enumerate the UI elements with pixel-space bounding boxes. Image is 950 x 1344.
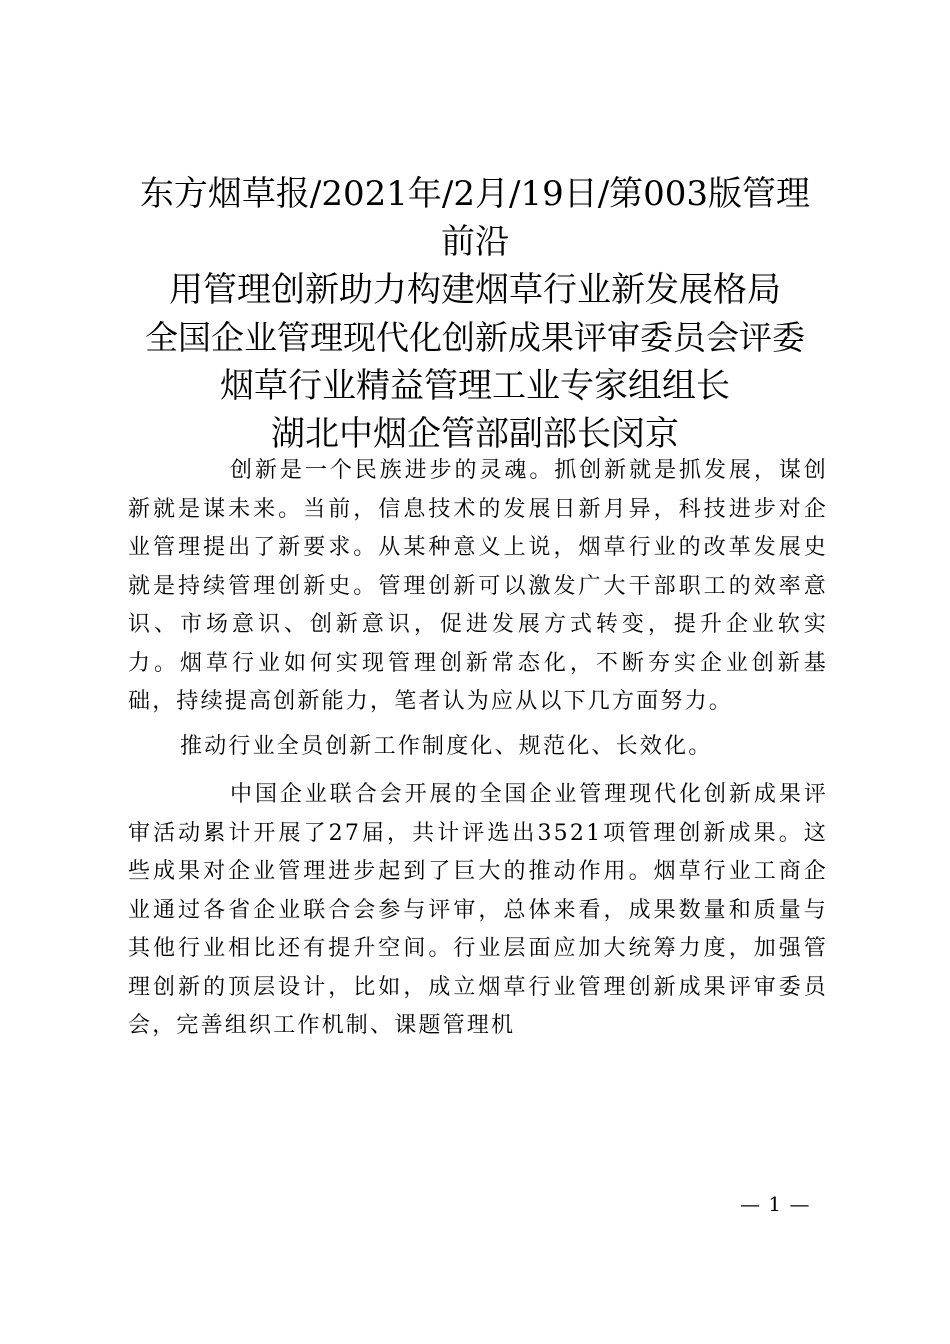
article-header: [120, 170, 830, 458]
section-heading: 推动行业全员创新工作制度化、规范化、长效化。: [180, 733, 713, 759]
article-title: 用管理创新助力构建烟草行业新发展格局: [169, 270, 781, 310]
author-title-1: 全国企业管理现代化创新成果评审委员会评委: [145, 318, 805, 357]
source-line: 东方烟草报/2021年/2月/19日/第003版管理: [139, 174, 811, 214]
source-line-continued: 前沿: [441, 222, 509, 262]
article-body: [128, 452, 828, 1046]
paragraph-intro: 创新是一个民族进步的灵魂。抓创新就是抓发展，谋创新就是谋未来。当前，信息技术的发展日新月异，科技进步对企业管理提出了新要求。从某种意义上说，烟草行业的改革发展史就是持续管理创新史。管理创新可以激发广大干部职工的效率意识、市场意识、创新意识，促进发展方式转变，提升企业软实力。烟草行业如何实现管理创新常态化，不断夯实企业创新基础，持续提高创新能力，笔者认为应从以下几方面努力。: [128, 458, 828, 714]
author-title-2: 烟草行业精益管理工业专家组组长: [220, 366, 730, 406]
page-number: — 1 —: [740, 1192, 811, 1216]
paragraph-section-1: 中国企业联合会开展的全国企业管理现代化创新成果评审活动累计开展了27届，共计评选出3521项管理创新成果。这些成果对企业管理进步起到了巨大的推动作用。烟草行业工商企业通过各省企业联合会参与评审，总体来看，成果数量和质量与其他行业相比还有提升空间。行业层面应加大统筹力度，加强管理创新的顶层设计，比如，成立烟草行业管理创新成果评审委员会，完善组织工作机制、课题管理机: [128, 782, 828, 1038]
author-name: 湖北中烟企管部副部长闵京: [271, 414, 679, 454]
